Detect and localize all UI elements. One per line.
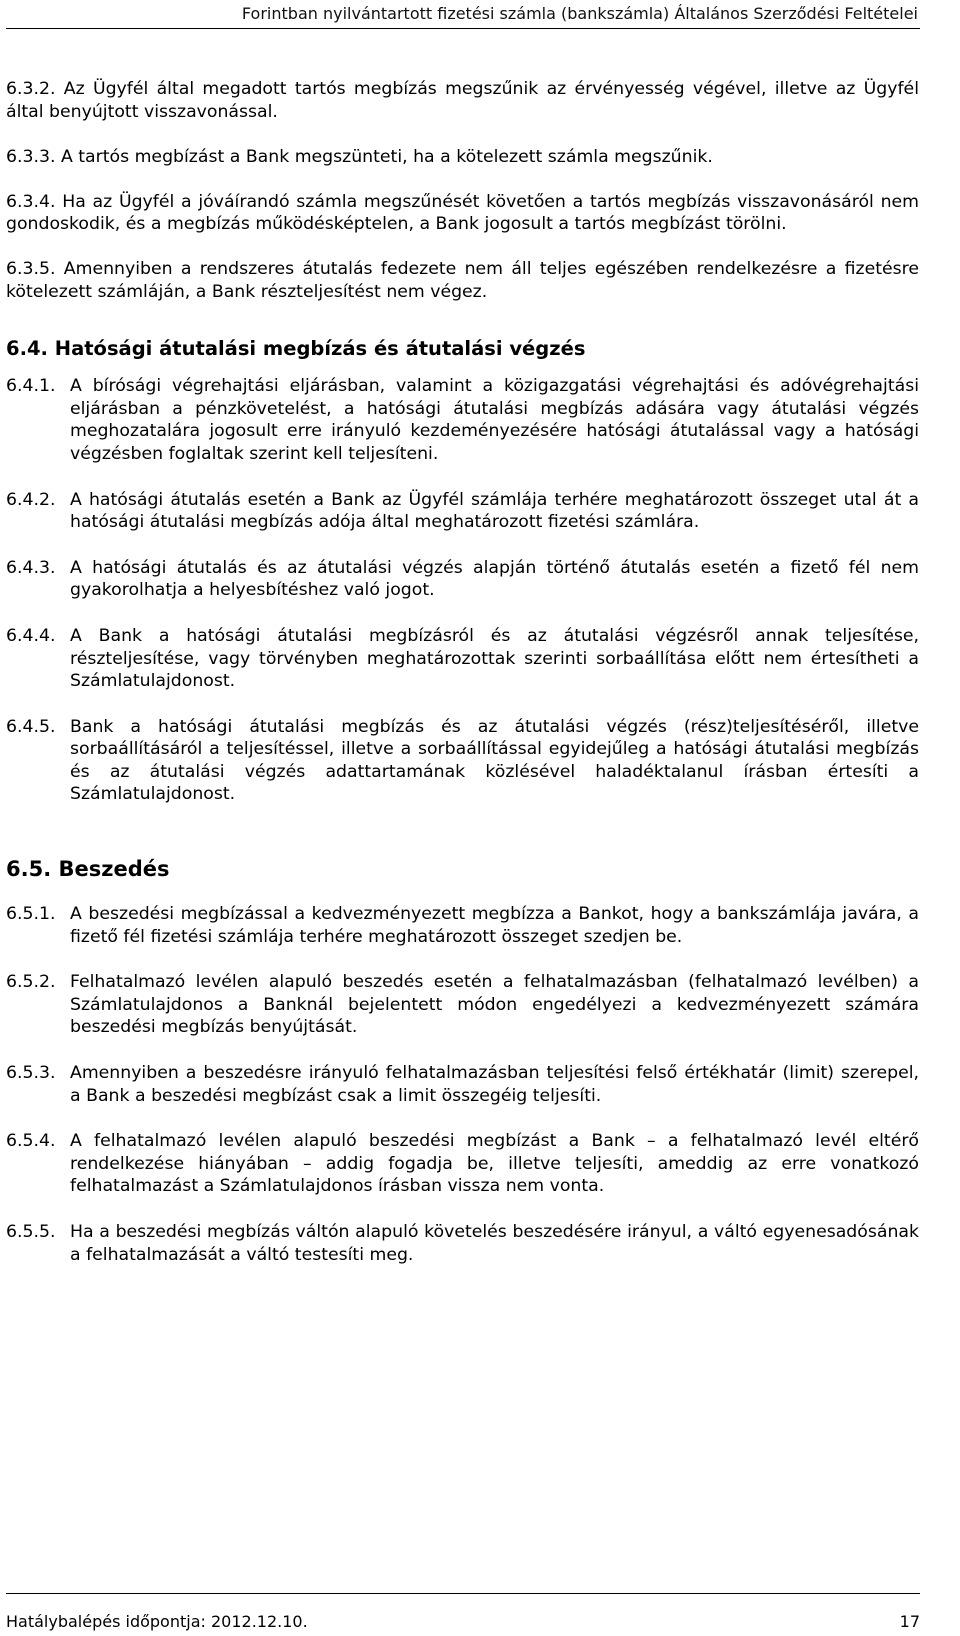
- section-number: 6.4.: [6, 337, 48, 361]
- clause-number: 6.3.4.: [6, 191, 56, 212]
- clause-text: Felhatalmazó levélen alapuló beszedés esetén a felhatalmazásban (felhatalmazó levélben) a Számlatulajdonos a Banknál bejelentett módon engedélyezi a kedvezményezett számára beszedési megbízás benyújtását.: [70, 972, 919, 1038]
- clause-6-5-2: [6, 971, 919, 1039]
- running-header: Forintban nyilvántartott fizetési számla (bankszámla) Általános Szerződési Feltételei: [241, 4, 918, 23]
- clause-text: A felhatalmazó levélen alapuló beszedési megbízást a Bank – a felhatalmazó levél eltérő rendelkezése hiányában – addig fogadja be, illetve teljesíti, ameddig az erre vonatkozó felhatalmazást a Számlatulajdonos írásban vissza nem vonta.: [70, 1131, 919, 1197]
- clause-number: 6.5.3.: [6, 1063, 56, 1084]
- document-body: [6, 78, 919, 1266]
- clause-text: Ha a beszedési megbízás váltón alapuló követelés beszedésére irányul, a váltó egyenesadósának a felhatalmazását a váltó testesíti meg.: [70, 1222, 919, 1265]
- clause-text: A hatósági átutalás esetén a Bank az Ügyfél számlája terhére meghatározott összeget utal át a hatósági átutalási megbízás adója által meghatározott fizetési számlára.: [70, 489, 919, 533]
- clause-6-3-2: [6, 78, 919, 123]
- clause-text: A Bank a hatósági átutalási megbízásról és az átutalási végzésről annak teljesítése, részteljesítése, vagy törvényben meghatározottak szerinti sorbaállítása előtt nem értesítheti a Számlatulajdonost.: [70, 625, 919, 692]
- clause-text: Amennyiben a rendszeres átutalás fedezete nem áll teljes egészében rendelkezésre a fizetésre kötelezett számláján, a Bank részteljesítést nem végez.: [6, 258, 920, 302]
- clause-number: 6.5.1.: [6, 904, 56, 925]
- header-rule: [6, 28, 920, 29]
- clause-number: 6.4.5.: [6, 716, 56, 737]
- clause-text: A beszedési megbízással a kedvezményezett megbízza a Bankot, hogy a bankszámlája javára, a fizető fél fizetési számlája terhére meghatározott összeget szedjen be.: [70, 904, 919, 947]
- clause-number: 6.3.5.: [6, 258, 56, 279]
- clause-6-4-3: [6, 557, 919, 602]
- clause-text: A tartós megbízást a Bank megszünteti, ha a kötelezett számla megszűnik.: [60, 147, 713, 168]
- effective-date: Hatálybalépés időpontja: 2012.12.10.: [6, 1612, 308, 1631]
- clause-number: 6.4.2.: [6, 489, 56, 510]
- clause-6-5-5: [6, 1221, 919, 1266]
- clause-6-4-5: [6, 716, 919, 806]
- clause-6-3-4: [6, 191, 919, 236]
- clause-6-5-4: [6, 1130, 919, 1198]
- clause-text: Az Ügyfél által megadott tartós megbízás megszűnik az érvényesség végével, illetve az Ügyfél által benyújtott visszavonással.: [6, 79, 919, 122]
- page-number: 17: [899, 1612, 920, 1631]
- clause-number: 6.3.2.: [6, 79, 56, 99]
- section-heading-6-4: [6, 337, 919, 361]
- clause-6-4-4: [6, 625, 919, 693]
- clause-number: 6.5.5.: [6, 1222, 56, 1242]
- footer-rule: [6, 1593, 920, 1594]
- clause-number: 6.4.4.: [6, 625, 56, 646]
- clause-text: Bank a hatósági átutalási megbízás és az átutalási végzés (rész)teljesítéséről, illetve sorbaállításáról a teljesítéssel, illetve a sorbaállítással egyidejűleg a hatósági átutalási megbízás és az átutalási végzés adattartamának közlésével haladéktalanul írásban értesíti a Számlatulajdonost.: [70, 716, 919, 805]
- clause-text: A bírósági végrehajtási eljárásban, valamint a közigazgatási végrehajtási és adóvégrehajtási eljárásban a pénzkövetelést, a hatósági átutalási megbízás adására vagy átutalási végzés meghozatalára jogosult erre irányuló kezdeményezésére hatósági átutalással vagy a hatósági végzésben foglaltak szerint kell teljesíteni.: [70, 376, 919, 464]
- clause-6-4-2: [6, 489, 919, 534]
- clause-6-3-3: [6, 146, 919, 169]
- section-heading-6-5: [6, 857, 919, 881]
- clause-number: 6.4.1.: [6, 376, 56, 397]
- section-number: 6.5.: [6, 857, 52, 882]
- clause-number: 6.5.4.: [6, 1131, 56, 1152]
- clause-number: 6.3.3.: [6, 147, 56, 168]
- clause-6-3-5: [6, 258, 919, 303]
- clause-text: Ha az Ügyfél a jóváírandó számla megszűnését követően a tartós megbízás visszavonásáról nem gondoskodik, és a megbízás működésképtelen, a Bank jogosult a tartós megbízást törölni.: [6, 191, 919, 235]
- clause-number: 6.4.3.: [6, 557, 56, 578]
- clause-6-4-1: [6, 375, 919, 465]
- clause-text: A hatósági átutalás és az átutalási végzés alapján történő átutalás esetén a fizető fél nem gyakorolhatja a helyesbítéshez való jogot.: [70, 557, 919, 601]
- clause-6-5-3: [6, 1062, 919, 1107]
- clause-number: 6.5.2.: [6, 972, 56, 993]
- section-title: Hatósági átutalási megbízás és átutalási végzés: [54, 337, 586, 361]
- section-title: Beszedés: [58, 857, 170, 882]
- clause-text: Amennyiben a beszedésre irányuló felhatalmazásban teljesítési felső értékhatár (limit) szerepel, a Bank a beszedési megbízást csak a limit összegéig teljesíti.: [70, 1063, 919, 1106]
- clause-6-5-1: [6, 903, 919, 948]
